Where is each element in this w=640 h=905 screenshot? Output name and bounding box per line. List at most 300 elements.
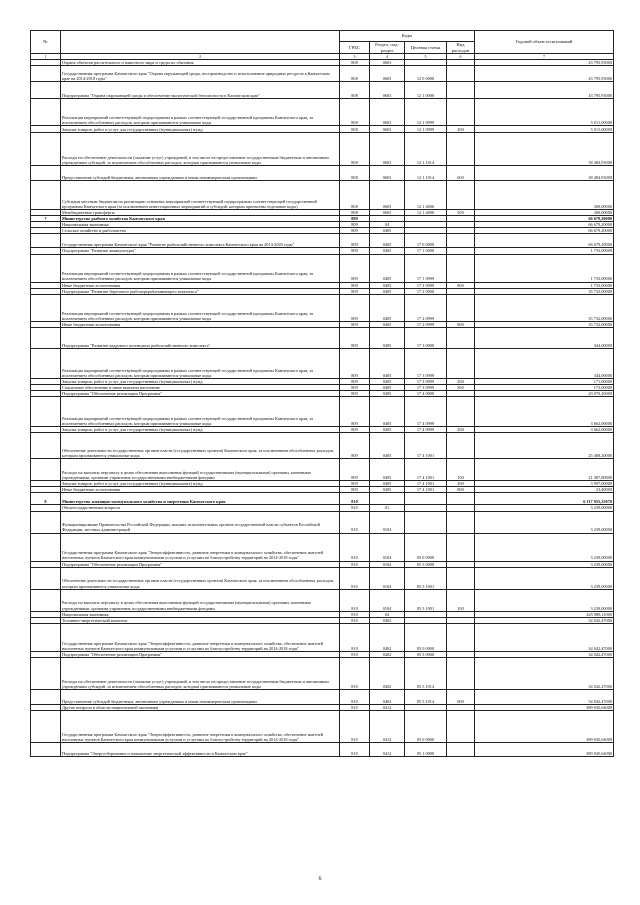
grbs-code-cell: 808 xyxy=(340,66,370,82)
grbs-code-cell: 810 xyxy=(340,710,370,742)
expense-type-cell xyxy=(447,493,475,505)
item-name-cell: Государственная программа Камчатского края "Энергоэффективность, развитие энергетики и коммунального хозяйства, обеспечение жителей населенных пунктов Камчатского края коммунальными услугами и услугами по благоустройству территорий на 2014-2018 годы" xyxy=(61,533,340,561)
section-code-cell: 0603 xyxy=(370,99,405,126)
expense-type-cell: 500 xyxy=(447,210,475,216)
amount-cell: 3 239,00000 xyxy=(475,533,614,561)
section-code-cell: 0412 xyxy=(370,742,405,756)
row-number-cell xyxy=(31,589,61,611)
item-name-cell: Подпрограмма "Энергосбережение и повышение энергетической эффективности в Камчатском крае" xyxy=(61,742,340,756)
row-number-cell xyxy=(31,623,61,651)
target-article-cell: 12 1 0999 xyxy=(405,126,447,133)
target-article-cell: 05 0 0000 xyxy=(405,623,447,651)
expense-type-cell xyxy=(447,327,475,348)
expense-type-cell xyxy=(447,742,475,756)
target-article-cell: 17 3 0000 xyxy=(405,327,447,348)
grbs-code-cell: 809 xyxy=(340,427,370,433)
section-code-cell: 0405 xyxy=(370,481,405,487)
amount-cell: 35 732,00000 xyxy=(475,321,614,327)
section-code-cell: 0603 xyxy=(370,181,405,210)
section-code-cell: 0402 xyxy=(370,623,405,651)
table-row xyxy=(31,99,614,126)
item-name-cell: Сельское хозяйство и рыболовство xyxy=(61,228,340,234)
expense-type-cell xyxy=(447,254,475,282)
row-number-cell xyxy=(31,66,61,82)
amount-cell: 34 042,47000 xyxy=(475,657,614,689)
section-code-cell: 0104 xyxy=(370,511,405,533)
amount-cell: 300,00000 xyxy=(475,181,614,210)
row-number-cell xyxy=(31,254,61,282)
target-article-cell: 05 0 0000 xyxy=(405,533,447,561)
row-number-cell xyxy=(31,710,61,742)
amount-cell: 35 732,00000 xyxy=(475,294,614,321)
section-code-cell: 0405 xyxy=(370,327,405,348)
item-name-cell: Предоставление субсидий бюджетным, автономным учреждениям и иным некоммерческим организациям xyxy=(61,689,340,704)
expense-type-cell xyxy=(447,234,475,248)
item-name-cell: Национальная экономика xyxy=(61,611,340,617)
target-article-cell: 17 0 0000 xyxy=(405,234,447,248)
amount-cell: 34 042,47000 xyxy=(475,617,614,623)
grbs-code-cell: 810 xyxy=(340,511,370,533)
target-article-cell: 05 5 1001 xyxy=(405,589,447,611)
target-article-cell: 12 1 4006 xyxy=(405,210,447,216)
section-code-cell: 0603 xyxy=(370,60,405,66)
expense-type-cell: 200 xyxy=(447,378,475,384)
table-row xyxy=(31,234,614,248)
section-code-cell: 0405 xyxy=(370,234,405,248)
expense-type-cell: 600 xyxy=(447,689,475,704)
target-article-cell: 17 3 0999 xyxy=(405,348,447,378)
expense-type-cell: 200 xyxy=(447,481,475,487)
section-code-cell: 0405 xyxy=(370,282,405,288)
table-row xyxy=(31,589,614,611)
expense-type-cell: 100 xyxy=(447,589,475,611)
row-number-cell xyxy=(31,689,61,704)
grbs-code-cell: 808 xyxy=(340,99,370,126)
expense-type-cell xyxy=(447,657,475,689)
item-name-cell: Закупка товаров, работ и услуг для государственных (муниципальных) нужд xyxy=(61,126,340,133)
index-cell: 5 xyxy=(405,54,447,60)
grbs-code-cell: 809 xyxy=(340,384,370,390)
row-number-cell xyxy=(31,742,61,756)
target-article-cell: 17 1 0000 xyxy=(405,248,447,254)
table-row xyxy=(31,82,614,99)
amount-cell: 3 239,00000 xyxy=(475,511,614,533)
amount-cell: 6 117 955,25070 xyxy=(475,493,614,505)
row-number-cell xyxy=(31,327,61,348)
item-name-cell: Расходы на обеспечение деятельности (оказание услуг) учреждений, в том числе на предоставление государственным бюджетным и автономным учреждениям субсидий, за исключением обособленных расходов, которым присваиваются уникальные коды xyxy=(61,657,340,689)
grbs-code-cell: 810 xyxy=(340,561,370,567)
amount-cell: 38 484,93000 xyxy=(475,133,614,166)
item-name-cell: Общегосударственные вопросы xyxy=(61,505,340,511)
expense-type-cell: 200 xyxy=(447,427,475,433)
index-cell: 7 xyxy=(475,54,614,60)
item-name-cell: Подпрограмма "Развитие берегового рыбоперерабатывающего комплекса" xyxy=(61,288,340,294)
section-code-cell: 0405 xyxy=(370,397,405,427)
index-cell: 2 xyxy=(61,54,340,60)
table-row xyxy=(31,327,614,348)
expense-type-cell xyxy=(447,397,475,427)
section-code-cell: 0405 xyxy=(370,254,405,282)
target-article-cell: 05 5 1014 xyxy=(405,689,447,704)
grbs-code-cell: 809 xyxy=(340,481,370,487)
grbs-code-cell: 810 xyxy=(340,493,370,505)
table-row xyxy=(31,254,614,282)
table-row xyxy=(31,66,614,82)
section-code-cell: 0603 xyxy=(370,133,405,166)
table-row xyxy=(31,493,614,505)
item-name-cell: Реализация мероприятий соответствующей подпрограммы в рамках соответствующей государственной программы Камчатского края, за исключением обособленных расходов, которым присваиваются уникальные коды xyxy=(61,397,340,427)
section-code-cell: 0405 xyxy=(370,391,405,397)
table-row xyxy=(31,689,614,704)
section-code-cell xyxy=(370,493,405,505)
table-row xyxy=(31,433,614,459)
amount-cell: 1 733,00000 xyxy=(475,248,614,254)
item-name-cell: Реализация мероприятий соответствующей подпрограммы в рамках соответствующей государственной программы Камчатского края, за исключением обособленных расходов, которым присваиваются уникальные коды xyxy=(61,254,340,282)
target-article-cell: 05 1 0000 xyxy=(405,742,447,756)
amount-cell: 344,00000 xyxy=(475,327,614,348)
target-article-cell xyxy=(405,511,447,533)
grbs-code-cell: 808 xyxy=(340,166,370,181)
grbs-code-cell: 809 xyxy=(340,248,370,254)
grbs-code-cell: 810 xyxy=(340,589,370,611)
target-article-cell: 17 4 0000 xyxy=(405,391,447,397)
row-number-cell xyxy=(31,511,61,533)
expense-type-cell xyxy=(447,99,475,126)
expense-type-cell: 200 xyxy=(447,126,475,133)
row-number-cell xyxy=(31,657,61,689)
row-number-cell xyxy=(31,294,61,321)
amount-cell: 66 679,20000 xyxy=(475,222,614,228)
item-name-cell: Обеспечение деятельности государственных органов власти (государственных органов) Камчатского края, за исключением обособленных расходов, которым присваиваются уникальные коды xyxy=(61,567,340,589)
header-codes: Коды xyxy=(340,31,475,42)
row-number-cell xyxy=(31,348,61,378)
grbs-code-cell: 809 xyxy=(340,222,370,228)
grbs-code-cell: 809 xyxy=(340,282,370,288)
item-name-cell: Подпрограмма "Охрана окружающей среды и обеспечение экологической безопасности в Камчатском крае" xyxy=(61,82,340,99)
section-code-cell: 0405 xyxy=(370,228,405,234)
table-row xyxy=(31,397,614,427)
amount-cell: 43 795,93000 xyxy=(475,60,614,66)
amount-cell: 425 988,11000 xyxy=(475,611,614,617)
section-code-cell: 04 xyxy=(370,611,405,617)
grbs-code-cell: 810 xyxy=(340,657,370,689)
amount-cell: 38 484,93000 xyxy=(475,166,614,181)
item-name-cell: Закупка товаров, работ и услуг для государственных (муниципальных) нужд xyxy=(61,481,340,487)
item-name-cell: Обеспечение деятельности государственных органов власти (государственных органов) Камчатского края, за исключением обособленных расходов, которым присваиваются уникальные коды xyxy=(61,433,340,459)
expense-type-cell: 300 xyxy=(447,384,475,390)
row-number-cell xyxy=(31,533,61,561)
expense-type-cell xyxy=(447,623,475,651)
item-name-cell: Охрана объектов растительного и животного мира и среды их обитания xyxy=(61,60,340,66)
target-article-cell xyxy=(405,493,447,505)
item-name-cell: Подпрограмма "Обеспечение реализации Программы" xyxy=(61,561,340,567)
section-code-cell: 0603 xyxy=(370,166,405,181)
section-code-cell: 0402 xyxy=(370,651,405,657)
amount-cell: 21 387,80000 xyxy=(475,459,614,481)
item-name-cell: Расходы на выплаты персоналу в целях обеспечения выполнения функций государственными (муниципальными) органами, казенными учреждениями, органами управления государственными внебюджетными фондами xyxy=(61,589,340,611)
grbs-code-cell: 810 xyxy=(340,611,370,617)
amount-cell: 3 239,00000 xyxy=(475,589,614,611)
grbs-code-cell: 809 xyxy=(340,327,370,348)
item-name-cell: Государственная программа Камчатского края "Развитие рыбохозяйственного комплекса Камчатского края на 2014-2020 годы" xyxy=(61,234,340,248)
section-code-cell: 0405 xyxy=(370,427,405,433)
index-cell: 1 xyxy=(31,54,61,60)
grbs-code-cell: 809 xyxy=(340,216,370,222)
target-article-cell: 17 4 1001 xyxy=(405,487,447,493)
amount-cell: 43 795,93000 xyxy=(475,82,614,99)
expense-type-cell: 800 xyxy=(447,487,475,493)
expense-type-cell xyxy=(447,133,475,166)
section-code-cell: 0405 xyxy=(370,459,405,481)
target-article-cell: 17 1 0999 xyxy=(405,254,447,282)
grbs-code-cell: 809 xyxy=(340,254,370,282)
row-number-cell xyxy=(31,99,61,126)
amount-cell: 5 011,00000 xyxy=(475,99,614,126)
expense-type-cell xyxy=(447,433,475,459)
row-number-cell: 7 xyxy=(31,216,61,222)
grbs-code-cell: 808 xyxy=(340,210,370,216)
table-row xyxy=(31,511,614,533)
grbs-code-cell: 809 xyxy=(340,487,370,493)
target-article-cell: 17 4 1001 xyxy=(405,433,447,459)
item-name-cell: Иные бюджетные ассигнования xyxy=(61,321,340,327)
item-name-cell: Государственная программа Камчатского края "Энергоэффективность, развитие энергетики и коммунального хозяйства, обеспечение жителей населенных пунктов Камчатского края коммунальными услугами и услугами по благоустройству территорий на 2014-2018 годы" xyxy=(61,710,340,742)
item-name-cell: Функционирование Правительства Российской Федерации, высших исполнительных органов государственной власти субъектов Российской Федерации, местных администраций xyxy=(61,511,340,533)
grbs-code-cell: 810 xyxy=(340,617,370,623)
target-article-cell: 17 2 0999 xyxy=(405,321,447,327)
item-name-cell: Государственная программа Камчатского края "Охрана окружающей среды, воспроизводство и использование природных ресурсов в Камчатском крае на 2014-2018 годы" xyxy=(61,66,340,82)
header-vid: Вид расходов xyxy=(447,42,475,54)
item-name-cell: Подпрограмма "Развитие аквакультуры" xyxy=(61,248,340,254)
amount-cell: 300,00000 xyxy=(475,210,614,216)
table-row xyxy=(31,348,614,378)
target-article-cell: 12 1 1014 xyxy=(405,133,447,166)
section-code-cell: 0405 xyxy=(370,487,405,493)
table-row xyxy=(31,742,614,756)
amount-cell: 3 239,00000 xyxy=(475,567,614,589)
section-code-cell: 0603 xyxy=(370,82,405,99)
amount-cell: 3 997,00000 xyxy=(475,481,614,487)
target-article-cell: 17 4 1001 xyxy=(405,459,447,481)
section-code-cell: 0603 xyxy=(370,210,405,216)
section-code-cell: 0405 xyxy=(370,294,405,321)
table-row xyxy=(31,181,614,210)
section-code-cell: 0405 xyxy=(370,321,405,327)
item-name-cell: Иные бюджетные ассигнования xyxy=(61,282,340,288)
grbs-code-cell: 810 xyxy=(340,533,370,561)
section-code-cell: 0104 xyxy=(370,567,405,589)
grbs-code-cell: 810 xyxy=(340,505,370,511)
row-number-cell xyxy=(31,166,61,181)
grbs-code-cell: 808 xyxy=(340,60,370,66)
expense-type-cell xyxy=(447,567,475,589)
row-number-cell xyxy=(31,82,61,99)
item-name-cell: Министерство жилищно-коммунального хозяйства и энергетики Камчатского края xyxy=(61,493,340,505)
header-razdel: Раздел, под-раздел xyxy=(370,42,405,54)
grbs-code-cell: 809 xyxy=(340,391,370,397)
row-number-cell xyxy=(31,126,61,133)
target-article-cell: 05 5 1014 xyxy=(405,657,447,689)
target-article-cell: 12 1 0999 xyxy=(405,99,447,126)
target-article-cell: 17 2 0999 xyxy=(405,294,447,321)
item-name-cell: Иные бюджетные ассигнования xyxy=(61,487,340,493)
item-name-cell: Национальная экономика xyxy=(61,222,340,228)
row-number-cell xyxy=(31,567,61,589)
expense-type-cell xyxy=(447,533,475,561)
amount-cell: 3 239,00000 xyxy=(475,505,614,511)
amount-cell: 5 011,00000 xyxy=(475,126,614,133)
grbs-code-cell: 810 xyxy=(340,651,370,657)
target-article-cell: 05 5 0000 xyxy=(405,561,447,567)
item-name-cell: Закупка товаров, работ и услуг для государственных (муниципальных) нужд xyxy=(61,378,340,384)
amount-cell: 173,00000 xyxy=(475,384,614,390)
expense-type-cell xyxy=(447,294,475,321)
amount-cell: 25 408,20000 xyxy=(475,433,614,459)
item-name-cell: Социальное обеспечение и иные выплаты населению xyxy=(61,384,340,390)
item-name-cell: Предоставление субсидий бюджетным, автономным учреждениям и иным некоммерческим организациям xyxy=(61,166,340,181)
item-name-cell: Государственная программа Камчатского края "Энергоэффективность, развитие энергетики и коммунального хозяйства, обеспечение жителей населенных пунктов Камчатского края коммунальными услугами и услугами по благоустройству территорий на 2014-2018 годы" xyxy=(61,623,340,651)
target-article-cell: 12 1 0000 xyxy=(405,82,447,99)
page-number: 6 xyxy=(318,876,322,882)
amount-cell: 66 679,20000 xyxy=(475,216,614,222)
amount-cell: 1 733,00000 xyxy=(475,254,614,282)
amount-cell: 66 679,20000 xyxy=(475,234,614,248)
expense-type-cell xyxy=(447,82,475,99)
item-name-cell: Закупка товаров, работ и услуг для государственных (муниципальных) нужд xyxy=(61,427,340,433)
target-article-cell: 05 5 1001 xyxy=(405,567,447,589)
header-name xyxy=(61,31,340,54)
table-row xyxy=(31,567,614,589)
grbs-code-cell: 809 xyxy=(340,397,370,427)
expense-type-cell: 800 xyxy=(447,282,475,288)
table-row xyxy=(31,623,614,651)
grbs-code-cell: 810 xyxy=(340,742,370,756)
table-row xyxy=(31,166,614,181)
target-article-cell: 17 4 0999 xyxy=(405,427,447,433)
amount-cell: 29 070,20000 xyxy=(475,391,614,397)
amount-cell: 171,00000 xyxy=(475,378,614,384)
section-code-cell: 0603 xyxy=(370,126,405,133)
section-code-cell: 0402 xyxy=(370,689,405,704)
section-code-cell: 0104 xyxy=(370,589,405,611)
amount-cell: 389 945,64000 xyxy=(475,742,614,756)
grbs-code-cell: 809 xyxy=(340,459,370,481)
index-cell: 6 xyxy=(447,54,475,60)
section-code-cell: 01 xyxy=(370,505,405,511)
grbs-code-cell: 808 xyxy=(340,133,370,166)
budget-table xyxy=(30,30,614,757)
expense-type-cell xyxy=(447,66,475,82)
header-num: № xyxy=(31,31,61,54)
section-code-cell: 0402 xyxy=(370,617,405,623)
amount-cell: 3 239,00000 xyxy=(475,561,614,567)
expense-type-cell xyxy=(447,348,475,378)
table-row xyxy=(31,710,614,742)
item-name-cell: Реализация мероприятий соответствующей подпрограммы в рамках соответствующей государственной программы Камчатского края, за исключением обособленных расходов, которым присваиваются уникальные коды xyxy=(61,294,340,321)
target-article-cell: 17 4 0999 xyxy=(405,397,447,427)
item-name-cell: Другие вопросы в области национальной экономики xyxy=(61,704,340,710)
section-code-cell: 0405 xyxy=(370,384,405,390)
table-row xyxy=(31,126,614,133)
target-article-cell: 12 1 1014 xyxy=(405,166,447,181)
amount-cell: 34 042,47000 xyxy=(475,651,614,657)
section-code-cell: 0405 xyxy=(370,378,405,384)
amount-cell: 389 945,64000 xyxy=(475,704,614,710)
grbs-code-cell: 809 xyxy=(340,234,370,248)
section-code-cell: 0405 xyxy=(370,348,405,378)
item-name-cell: Межбюджетные трансферты xyxy=(61,210,340,216)
amount-cell: 34 042,47000 xyxy=(475,689,614,704)
target-article-cell: 05 5 0000 xyxy=(405,651,447,657)
target-article-cell: 17 1 0999 xyxy=(405,282,447,288)
grbs-code-cell: 810 xyxy=(340,689,370,704)
grbs-code-cell: 810 xyxy=(340,567,370,589)
table-row xyxy=(31,133,614,166)
header-grbs: ГРБС xyxy=(340,42,370,54)
item-name-cell: Подпрограмма "Обеспечение реализации Программы" xyxy=(61,651,340,657)
target-article-cell: 12 0 0000 xyxy=(405,66,447,82)
expense-type-cell: 100 xyxy=(447,459,475,481)
section-code-cell: 0412 xyxy=(370,710,405,742)
header-target: Целевая статья xyxy=(405,42,447,54)
expense-type-cell: 800 xyxy=(447,321,475,327)
grbs-code-cell: 809 xyxy=(340,228,370,234)
target-article-cell: 12 1 4006 xyxy=(405,181,447,210)
row-number-cell xyxy=(31,234,61,248)
row-number-cell xyxy=(31,397,61,427)
section-code-cell: 0405 xyxy=(370,433,405,459)
expense-type-cell xyxy=(447,181,475,210)
grbs-code-cell: 809 xyxy=(340,288,370,294)
section-code-cell: 0402 xyxy=(370,657,405,689)
section-code-cell: 04 xyxy=(370,222,405,228)
section-code-cell: 0104 xyxy=(370,533,405,561)
grbs-code-cell: 809 xyxy=(340,294,370,321)
row-number-cell xyxy=(31,433,61,459)
amount-cell: 344,00000 xyxy=(475,348,614,378)
section-code-cell: 0603 xyxy=(370,66,405,82)
grbs-code-cell: 808 xyxy=(340,126,370,133)
table-row xyxy=(31,294,614,321)
target-article-cell: 17 3 0999 xyxy=(405,378,447,384)
amount-cell: 23,40000 xyxy=(475,487,614,493)
item-name-cell: Подпрограмма "Развитие кадрового потенциала рыбохозяйственного комплекса" xyxy=(61,327,340,348)
item-name-cell: Министерство рыбного хозяйства Камчатского края xyxy=(61,216,340,222)
target-article-cell: 17 2 0000 xyxy=(405,288,447,294)
table-row xyxy=(31,459,614,481)
grbs-code-cell: 809 xyxy=(340,433,370,459)
table-header xyxy=(31,31,614,54)
target-article-cell: 17 3 0999 xyxy=(405,384,447,390)
section-code-cell: 0104 xyxy=(370,561,405,567)
amount-cell: 66 679,20000 xyxy=(475,228,614,234)
item-name-cell: Расходы на обеспечение деятельности (оказание услуг) учреждений, в том числе на предоставление государственным бюджетным и автономным учреждениям субсидий, за исключением обособленных расходов, которым присваиваются уникальные коды xyxy=(61,133,340,166)
grbs-code-cell: 808 xyxy=(340,82,370,99)
target-article-cell: 05 0 0000 xyxy=(405,710,447,742)
section-code-cell: 0412 xyxy=(370,704,405,710)
amount-cell: 3 662,00000 xyxy=(475,397,614,427)
amount-cell: 389 945,64000 xyxy=(475,710,614,742)
grbs-code-cell: 810 xyxy=(340,704,370,710)
item-name-cell: Реализация мероприятий соответствующей подпрограммы в рамках соответствующей государственной программы Камчатского края, за исключением обособленных расходов, которым присваиваются уникальные коды xyxy=(61,99,340,126)
grbs-code-cell: 808 xyxy=(340,181,370,210)
grbs-code-cell: 809 xyxy=(340,378,370,384)
section-code-cell: 0405 xyxy=(370,288,405,294)
expense-type-cell xyxy=(447,511,475,533)
row-number-cell xyxy=(31,181,61,210)
row-number-cell xyxy=(31,459,61,481)
item-name-cell: Топливно-энергетический комплекс xyxy=(61,617,340,623)
